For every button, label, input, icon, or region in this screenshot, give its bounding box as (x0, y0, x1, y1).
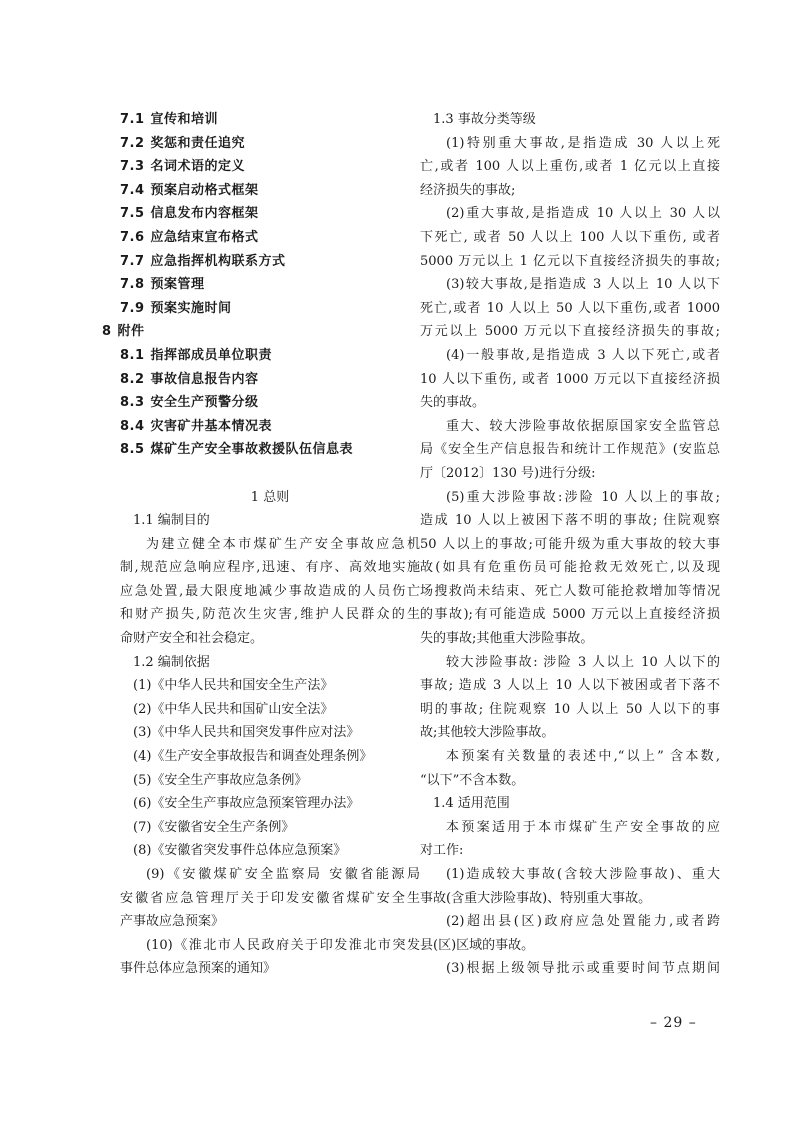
paragraph-line: 事故(含重大涉险事故)、特别重大事故。 (420, 890, 652, 906)
toc-item-number: 8.1 (120, 347, 145, 363)
section-line: (7)《安徽省安全生产条例》 (133, 819, 295, 835)
toc-item-title: 宣传和培训 (150, 112, 219, 127)
toc-item (120, 108, 420, 132)
section-line: 1.3 事故分类等级 (433, 112, 536, 127)
toc-item (120, 391, 420, 415)
toc-item-title: 预案实施时间 (150, 300, 232, 316)
toc-item-title: 奖惩和责任追究 (150, 135, 246, 151)
toc-item (120, 368, 420, 392)
toc-item-title: 指挥部成员单位职责 (150, 347, 273, 363)
toc-item (120, 179, 420, 203)
section-line: (2)《中华人民共和国矿山安全法》 (133, 701, 334, 717)
toc-item-title: 煤矿生产安全事故救援队伍信息表 (150, 442, 354, 458)
toc-item-title: 事故信息报告内容 (150, 371, 259, 387)
paragraph-line: 场搜救尚未结束、死亡人数可能抢救增加等情况 (420, 583, 720, 599)
paragraph-line: 故(如具有危重伤员可能抢救无效死亡,以及现 (420, 560, 720, 576)
toc-item (120, 438, 420, 462)
toc-item-number: 7.2 (120, 135, 145, 151)
paragraph-line: (1)造成较大事故(含较大涉险事故)、重大 (446, 867, 720, 882)
paragraph-line: 明的事故; 住院观察 10 人以上 50 人以下的事 (420, 701, 720, 717)
toc-item-number: 7.3 (120, 159, 145, 175)
paragraph-line: (10)《淮北市人民政府关于印发淮北市突发 (146, 937, 420, 953)
section-line: (3)《中华人民共和国突发事件应对法》 (133, 725, 360, 741)
paragraph-line: (5)重大涉险事故:涉险 10 人以上的事故; (446, 489, 720, 505)
paragraph-line: (3)根据上级领导批示或重要时间节点期间 (446, 961, 720, 977)
toc-item-title: 应急结束宣布格式 (150, 229, 259, 245)
section-line: 1.4 适用范围 (433, 796, 510, 812)
section-heading: 1 总则 (250, 489, 290, 505)
toc-item-number: 7.1 (120, 112, 145, 127)
paragraph-line: 本预案有关数量的表述中,“以上” 含本数, (446, 749, 720, 765)
paragraph-line: 较大涉险事故: 涉险 3 人以上 10 人以下的 (446, 654, 720, 670)
toc-item-title: 安全生产预警分级 (150, 395, 259, 411)
paragraph-line: (9)《安徽煤矿安全监察局 安徽省能源局 (146, 867, 420, 882)
paragraph-line: 故;其他较大涉险事故。 (420, 725, 555, 741)
section-line: (4)《生产安全事故报告和调查处理条例》 (133, 749, 373, 765)
section-line: 1.1 编制目的 (133, 513, 210, 529)
paragraph-line: 5000 万元以上 1 亿元以下直接经济损失的事故; (420, 253, 720, 269)
paragraph-line: 县(区)区域的事故。 (420, 937, 535, 953)
toc-item-title: 附件 (117, 324, 145, 340)
paragraph-line: 重大、较大涉险事故依据原国家安全监管总 (446, 418, 720, 434)
section-line: (6)《安全生产事故应急预案管理办法》 (133, 796, 360, 812)
paragraph-line: 制,规范应急响应程序,迅速、有序、高效地实施 (120, 560, 420, 576)
toc-item (120, 155, 420, 179)
toc-item-number: 8.5 (120, 442, 145, 458)
paragraph-line: 安徽省应急管理厅关于印发安徽省煤矿安全生 (120, 890, 420, 906)
section-line: (8)《安徽省突发事件总体应急预案》 (133, 843, 347, 859)
toc-item-title: 信息发布内容框架 (150, 206, 259, 222)
toc-item (102, 320, 420, 344)
toc-item (120, 250, 420, 274)
paragraph-line: 10 人以下重伤, 或者 1000 万元以下直接经济损 (420, 371, 720, 387)
toc-item-number: 8 (102, 324, 112, 340)
section-line: (1)《中华人民共和国安全生产法》 (133, 678, 334, 694)
left-column (102, 108, 420, 981)
toc-item-number: 8.3 (120, 395, 145, 411)
paragraph-line: 死亡,或者 10 人以上 50 人以下重伤,或者 1000 (420, 300, 720, 316)
paragraph-line: 应急处置,最大限度地减少事故造成的人员伤亡 (120, 583, 420, 599)
paragraph-line: 亡,或者 100 人以上重伤,或者 1 亿元以上直接 (420, 159, 720, 175)
toc-item-number: 7.8 (120, 277, 145, 293)
toc-item (120, 202, 420, 226)
paragraph-line: 产事故应急预案》 (120, 914, 225, 930)
toc-item-number: 8.4 (120, 418, 145, 434)
toc-item-title: 预案启动格式框架 (150, 182, 259, 198)
paragraph-line: (4)一般事故,是指造成 3 人以下死亡,或者 (446, 347, 720, 363)
paragraph-line: (2)超出县(区)政府应急处置能力,或者跨 (446, 914, 720, 930)
paragraph-line: 本预案适用于本市煤矿生产安全事故的应 (446, 819, 720, 835)
toc-item-number: 7.9 (120, 300, 145, 316)
section-line: (5)《安全生产事故应急条例》 (133, 772, 308, 788)
paragraph-line: (2)重大事故,是指造成 10 人以上 30 人以 (446, 206, 720, 222)
paragraph-line: 事件总体应急预案的通知》 (120, 961, 277, 977)
paragraph-line: 50 人以上的事故;可能升级为重大事故的较大事 (420, 536, 720, 552)
toc-item-number: 8.2 (120, 371, 145, 387)
toc-item-title: 应急指挥机构联系方式 (150, 253, 286, 269)
toc-item-number: 7.6 (120, 229, 145, 245)
paragraph-line: 命财产安全和社会稳定。 (120, 631, 264, 647)
section-line: 1.2 编制依据 (133, 654, 210, 670)
toc-item (120, 226, 420, 250)
toc-item-number: 7.5 (120, 206, 145, 222)
paragraph-line: 失的事故。 (420, 395, 486, 411)
paragraph-line: (3)较大事故,是指造成 3 人以上 10 人以下 (446, 277, 720, 293)
toc-item (120, 297, 420, 321)
toc-item-number: 7.7 (120, 253, 145, 269)
page-number: – 29 – (650, 1015, 697, 1031)
paragraph-line: 万元以上 5000 万元以下直接经济损失的事故; (420, 324, 720, 340)
paragraph-line: 造成 10 人以上被困下落不明的事故; 住院观察 (420, 513, 720, 529)
paragraph-line: 经济损失的事故; (420, 182, 516, 198)
paragraph-line: 为建立健全本市煤矿生产安全事故应急机 (146, 536, 420, 552)
toc-item (120, 273, 420, 297)
paragraph-line: 的事故);有可能造成 5000 万元以上直接经济损 (420, 607, 720, 623)
paragraph-line: 厅〔2012〕130 号)进行分级: (420, 465, 596, 481)
paragraph-line: 局《安全生产信息报告和统计工作规范》(安监总 (420, 442, 720, 458)
toc-item-title: 预案管理 (150, 277, 205, 293)
paragraph-line: 对工作: (420, 843, 464, 859)
paragraph-line: 事故; 造成 3 人以上 10 人以下被困或者下落不 (420, 678, 720, 694)
right-column (420, 108, 720, 981)
toc-item-title: 名词术语的定义 (150, 159, 246, 175)
toc-item (120, 132, 420, 156)
paragraph-line: 下死亡, 或者 50 人以上 100 人以下重伤, 或者 (420, 229, 720, 245)
toc-item (120, 415, 420, 439)
paragraph-line: “以下”不含本数。 (420, 772, 525, 788)
toc-item (120, 344, 420, 368)
toc-item-title: 灾害矿井基本情况表 (150, 418, 273, 434)
paragraph-line: 失的事故;其他重大涉险事故。 (420, 631, 594, 647)
toc-item-number: 7.4 (120, 182, 145, 198)
spacer (120, 462, 420, 486)
paragraph-line: (1)特别重大事故,是指造成 30 人以上死 (446, 135, 720, 151)
paragraph-line: 和财产损失,防范次生灾害,维护人民群众的生 (120, 607, 420, 623)
